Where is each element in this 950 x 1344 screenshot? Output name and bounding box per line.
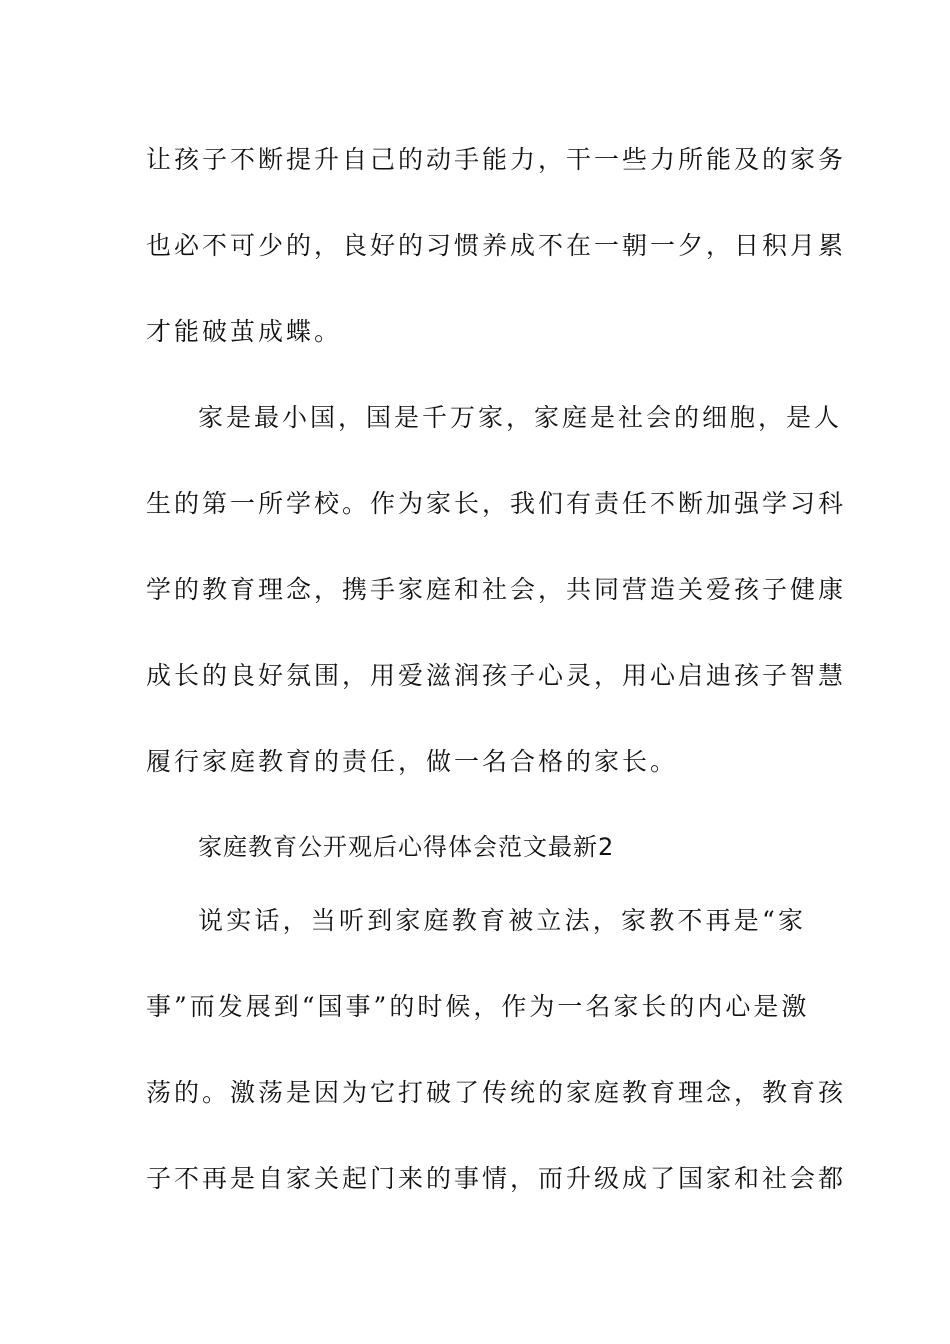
paragraph-3-line-3: 荡的。激荡是因为它打破了传统的家庭教育理念，教育孩 [146,1078,847,1107]
paragraph-3-line-1: 说实话，当听到家庭教育被立法，家教不再是“家 [198,906,806,935]
paragraph-2-line-4: 成长的良好氛围，用爱滋润孩子心灵，用心启迪孩子智慧 [146,661,847,690]
paragraph-2-line-2: 生的第一所学校。作为家长，我们有责任不断加强学习科 [146,489,847,518]
section-heading: 家庭教育公开观后心得体会范文最新2 [198,833,615,861]
paragraph-3-line-2: 事”而发展到“国事”的时候，作为一名家长的内心是激 [146,992,810,1021]
paragraph-1-line-3: 才能破茧成蝶。 [146,317,343,346]
paragraph-1-line-1: 让孩子不断提升自己的动手能力，干一些力所能及的家务 [146,145,847,174]
paragraph-2-line-1: 家是最小国，国是千万家，家庭是社会的细胞，是人 [198,403,843,432]
paragraph-2-line-3: 学的教育理念，携手家庭和社会，共同营造关爱孩子健康 [146,575,847,604]
paragraph-2-line-5: 履行家庭教育的责任，做一名合格的家长。 [146,747,679,776]
paragraph-3-line-4: 子不再是自家关起门来的事情，而升级成了国家和社会都 [146,1164,847,1193]
paragraph-1-line-2: 也必不可少的，良好的习惯养成不在一朝一夕，日积月累 [146,231,847,260]
